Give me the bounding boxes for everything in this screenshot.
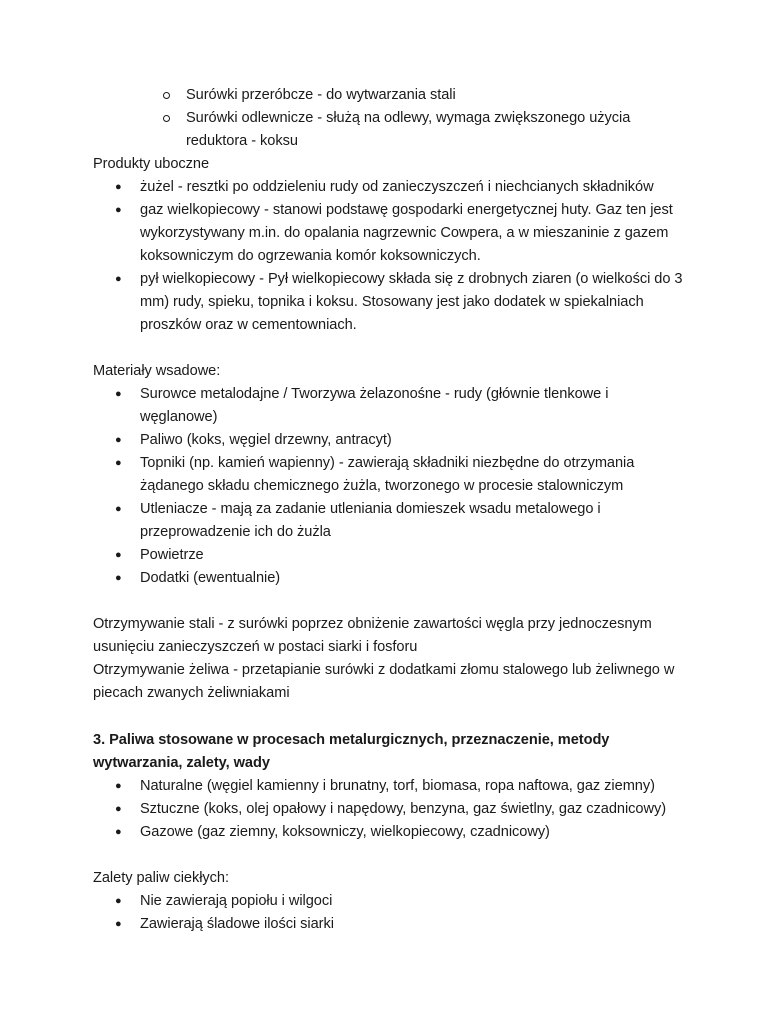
list-item-text: koksowniczym do ogrzewania komór koksowniczych. xyxy=(140,248,481,264)
section-title: 3. Paliwa stosowane w procesach metalurgicznych, przeznaczenie, metody xyxy=(93,732,610,748)
bullet-icon: ● xyxy=(115,572,122,584)
bullet-icon: ● xyxy=(115,388,122,400)
list-item-text: Dodatki (ewentualnie) xyxy=(140,570,281,586)
list-item-text: mm) rudy, spieku, topnika i koksu. Stosowany jest jako dodatek w spiekalniach xyxy=(140,294,644,310)
list-item-text: Sztuczne (koks, olej opałowy i napędowy, benzyna, gaz świetlny, gaz czadnicowy) xyxy=(140,801,667,817)
paragraph-line: Otrzymywanie żeliwa - przetapianie surówki z dodatkami złomu stalowego lub żeliwnego w xyxy=(93,662,675,678)
list-item-text: żądanego składu chemicznego żużla, tworzonego w procesie stalowniczym xyxy=(140,478,624,494)
list-item-text: Powietrze xyxy=(140,547,204,563)
bullet-icon: ● xyxy=(115,503,122,515)
circle-bullet-icon xyxy=(163,92,170,99)
list-item-text: Utleniacze - mają za zadanie utleniania domieszek wsadu metalowego i xyxy=(140,501,601,517)
list-item-text: Surowce metalodajne / Tworzywa żelazonośne - rudy (głównie tlenkowe i xyxy=(140,386,609,402)
list-item-text: Naturalne (węgiel kamienny i brunatny, torf, biomasa, ropa naftowa, gaz ziemny) xyxy=(140,778,655,794)
list-item-text: Zawierają śladowe ilości siarki xyxy=(140,916,334,932)
list-item-text: gaz wielkopiecowy - stanowi podstawę gospodarki energetycznej huty. Gaz ten jest xyxy=(140,202,673,218)
materials-heading: Materiały wsadowe: xyxy=(93,363,221,379)
list-item-text: Paliwo (koks, węgiel drzewny, antracyt) xyxy=(140,432,392,448)
bullet-icon: ● xyxy=(115,826,122,838)
list-item-text: proszków oraz w cementowniach. xyxy=(140,317,357,333)
byproducts-heading: Produkty uboczne xyxy=(93,156,210,172)
list-item-text: wykorzystywany m.in. do opalania nagrzewnic Cowpera, a w mieszaninie z gazem xyxy=(140,225,669,241)
section-title: wytwarzania, zalety, wady xyxy=(93,755,270,771)
list-item-text: Nie zawierają popiołu i wilgoci xyxy=(140,893,333,909)
list-item-text: przeprowadzenie ich do żużla xyxy=(140,524,331,540)
paragraph-line: usunięciu zanieczyszczeń w postaci siarki i fosforu xyxy=(93,639,418,655)
list-item-text: żużel - resztki po oddzieleniu rudy od zanieczyszczeń i niechcianych składników xyxy=(140,179,654,195)
paragraph-line: Otrzymywanie stali - z surówki poprzez obniżenie zawartości węgla przy jednoczesnym xyxy=(93,616,652,632)
list-item-text: Topniki (np. kamień wapienny) - zawierają składniki niezbędne do otrzymania xyxy=(140,455,635,471)
sub-item-text: reduktora - koksu xyxy=(186,133,298,149)
circle-bullet-icon xyxy=(163,115,170,122)
bullet-icon: ● xyxy=(115,780,122,792)
sub-item-text: Surówki przeróbcze - do wytwarzania stali xyxy=(186,87,456,103)
list-item-text: Gazowe (gaz ziemny, koksowniczy, wielkopiecowy, czadnicowy) xyxy=(140,824,550,840)
liquid-fuels-heading: Zalety paliw ciekłych: xyxy=(93,870,229,886)
bullet-icon: ● xyxy=(115,803,122,815)
bullet-icon: ● xyxy=(115,434,122,446)
list-item-text: pył wielkopiecowy - Pył wielkopiecowy składa się z drobnych ziaren (o wielkości do 3 xyxy=(140,271,683,287)
bullet-icon: ● xyxy=(115,549,122,561)
bullet-icon: ● xyxy=(115,895,122,907)
bullet-icon: ● xyxy=(115,181,122,193)
bullet-icon: ● xyxy=(115,273,122,285)
sub-item-text: Surówki odlewnicze - służą na odlewy, wymaga zwiększonego użycia xyxy=(186,110,631,126)
bullet-icon: ● xyxy=(115,204,122,216)
bullet-icon: ● xyxy=(115,918,122,930)
list-item-text: węglanowe) xyxy=(140,409,218,425)
paragraph-line: piecach zwanych żeliwniakami xyxy=(93,685,290,701)
bullet-icon: ● xyxy=(115,457,122,469)
